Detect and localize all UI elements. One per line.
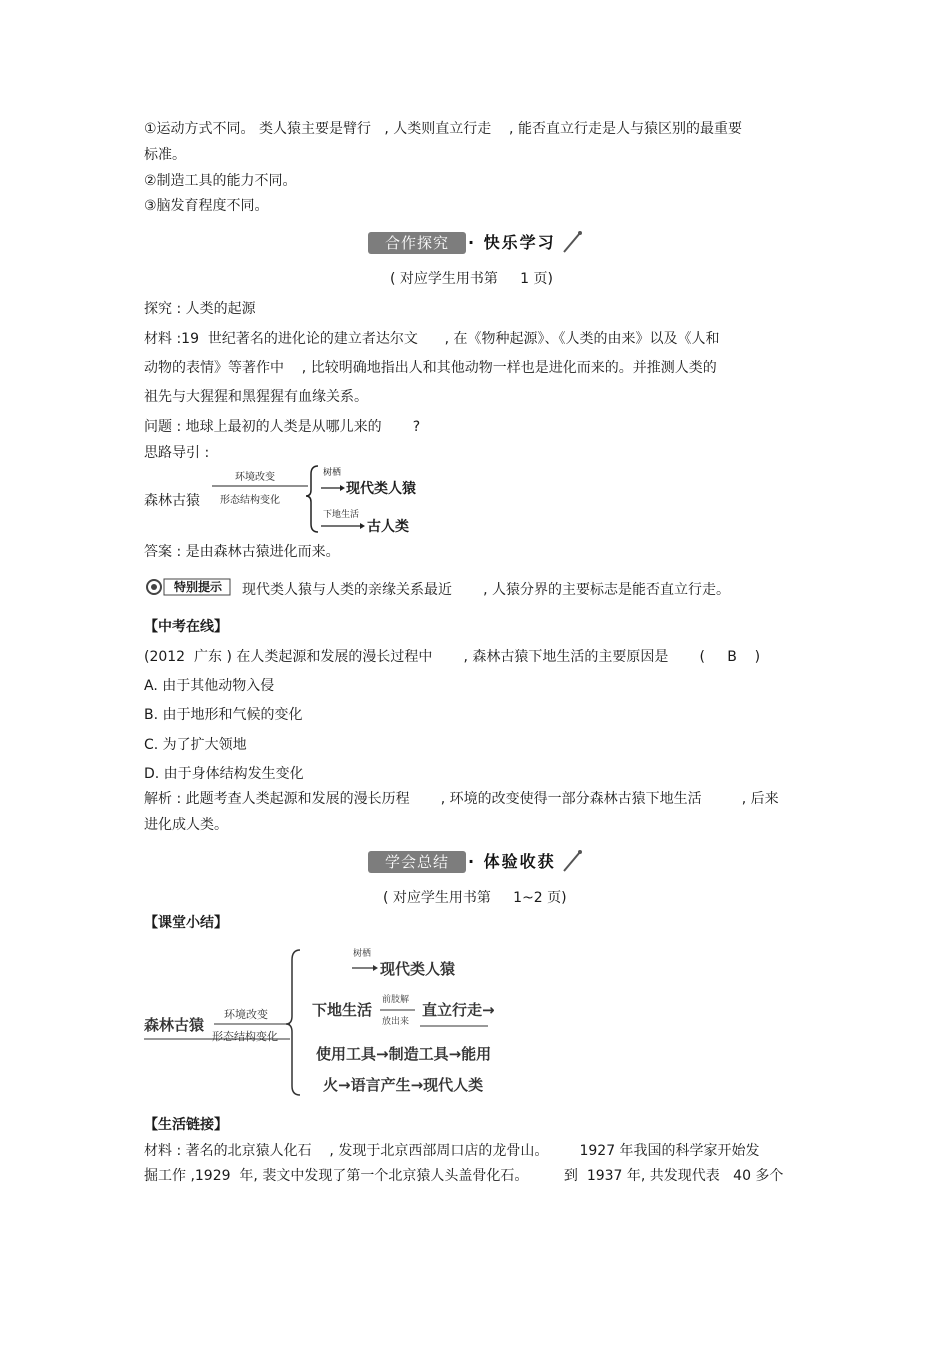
text-line: 动物的表情》等著作中 , 比较明确地指出人和其他动物一样也是进化而来的。并推测人类的 bbox=[144, 360, 717, 376]
text-line: 答案 : 是由森林古猿进化而来。 bbox=[144, 544, 340, 560]
arrow-head-icon bbox=[373, 965, 378, 971]
evolution-diagram-guide bbox=[140, 460, 440, 540]
diagram-b3: 使用工具→制造工具→能用 bbox=[316, 1045, 492, 1063]
diagram-branch1: 现代类人猿 bbox=[346, 481, 416, 497]
diagram-source: 森林古猿 bbox=[144, 493, 200, 509]
text-line: 祖先与大猩猩和黑猩猩有血缘关系。 bbox=[144, 389, 368, 405]
analysis-line: 解析 : 此题考查人类起源和发展的漫长历程 , 环境的改变使得一部分森林古猿下地生活 , 后来 bbox=[144, 791, 779, 807]
text-line: ①运动方式不同。 类人猿主要是臂行 , 人类则直立行走 , 能否直立行走是人与猿区别的最重要 bbox=[144, 121, 742, 137]
diagram-b4: 火→语言产生→现代人类 bbox=[323, 1076, 484, 1094]
banner-title: · 体验收获 bbox=[468, 852, 556, 871]
diagram-b2-mid: 直立行走→ bbox=[422, 1001, 495, 1019]
section-heading: 【课堂小结】 bbox=[144, 915, 228, 931]
diagram-b1-small: 树栖 bbox=[353, 949, 372, 959]
diagram-branch1-small: 树栖 bbox=[323, 468, 342, 478]
text-line: ②制造工具的能力不同。 bbox=[144, 173, 297, 189]
option-c: C. 为了扩大领地 bbox=[144, 737, 247, 753]
tip-badge bbox=[144, 578, 232, 596]
page-reference: ( 对应学生用书第 1 页) bbox=[390, 271, 553, 287]
diagram-top-condition: 环境改变 bbox=[224, 1008, 268, 1021]
banner-label: 学会总结 bbox=[368, 851, 466, 873]
diagram-brace bbox=[286, 950, 300, 1095]
section-heading: 【生活链接】 bbox=[144, 1117, 228, 1133]
diagram-b2-start: 下地生活 bbox=[312, 1001, 373, 1019]
option-b: B. 由于地形和气候的变化 bbox=[144, 707, 303, 723]
diagram-b2-small-top: 前肢解 bbox=[382, 995, 410, 1005]
page-reference: ( 对应学生用书第 1~2 页) bbox=[383, 890, 567, 906]
diagram-bottom-condition: 形态结构变化 bbox=[220, 495, 280, 506]
diagram-branch2: 古人类 bbox=[367, 519, 409, 535]
banner-label: 合作探究 bbox=[368, 232, 466, 254]
evolution-diagram-summary bbox=[140, 942, 530, 1102]
banner-title: · 快乐学习 bbox=[468, 233, 556, 252]
section-banner-cooperate bbox=[368, 230, 582, 256]
diagram-branch2-small: 下地生活 bbox=[323, 510, 360, 520]
section-heading: 【中考在线】 bbox=[144, 619, 228, 635]
tip-label: 特别提示 bbox=[173, 580, 222, 594]
diagram-brace bbox=[306, 466, 318, 532]
text-line: 掘工作 ,1929 年, 裴文中发现了第一个北京猿人头盖骨化石。 到 1937 年, 共发现代表 40 多个 bbox=[144, 1168, 784, 1184]
option-d: D. 由于身体结构发生变化 bbox=[144, 766, 304, 782]
section-banner-summary bbox=[368, 849, 582, 875]
diagram-top-condition: 环境改变 bbox=[235, 472, 275, 483]
diagram-b2-small-bottom: 放出来 bbox=[382, 1017, 410, 1027]
arrow-head-icon bbox=[340, 485, 345, 491]
pen-icon bbox=[368, 849, 582, 875]
diagram-source: 森林古猿 bbox=[144, 1016, 205, 1034]
text-line: ③脑发育程度不同。 bbox=[144, 198, 269, 214]
text-line: 问题 : 地球上最初的人类是从哪儿来的 ? bbox=[144, 419, 421, 435]
analysis-line: 进化成人类。 bbox=[144, 817, 228, 833]
tip-text: 现代类人猿与人类的亲缘关系最近 , 人猿分界的主要标志是能否直立行走。 bbox=[242, 582, 731, 598]
text-line: 材料 :19 世纪著名的进化论的建立者达尔文 , 在《物种起源》、《人类的由来》以及《人和 bbox=[144, 331, 720, 347]
text-line: 材料 : 著名的北京猿人化石 , 发现于北京西部周口店的龙骨山。 1927 年我国的科学家开始发 bbox=[144, 1143, 760, 1159]
pen-icon bbox=[368, 230, 582, 256]
text-line: 探究 : 人类的起源 bbox=[144, 301, 256, 317]
diagram-bottom-condition: 形态结构变化 bbox=[212, 1030, 278, 1043]
arrow-head-icon bbox=[360, 523, 365, 529]
text-line: 思路导引 : bbox=[144, 445, 210, 461]
option-a: A. 由于其他动物入侵 bbox=[144, 678, 275, 694]
text-line: 标准。 bbox=[144, 147, 186, 163]
exam-question: (2012 广东 ) 在人类起源和发展的漫长过程中 , 森林古猿下地生活的主要原因是 ( B ) bbox=[144, 649, 761, 665]
diagram-b1: 现代类人猿 bbox=[380, 960, 456, 978]
